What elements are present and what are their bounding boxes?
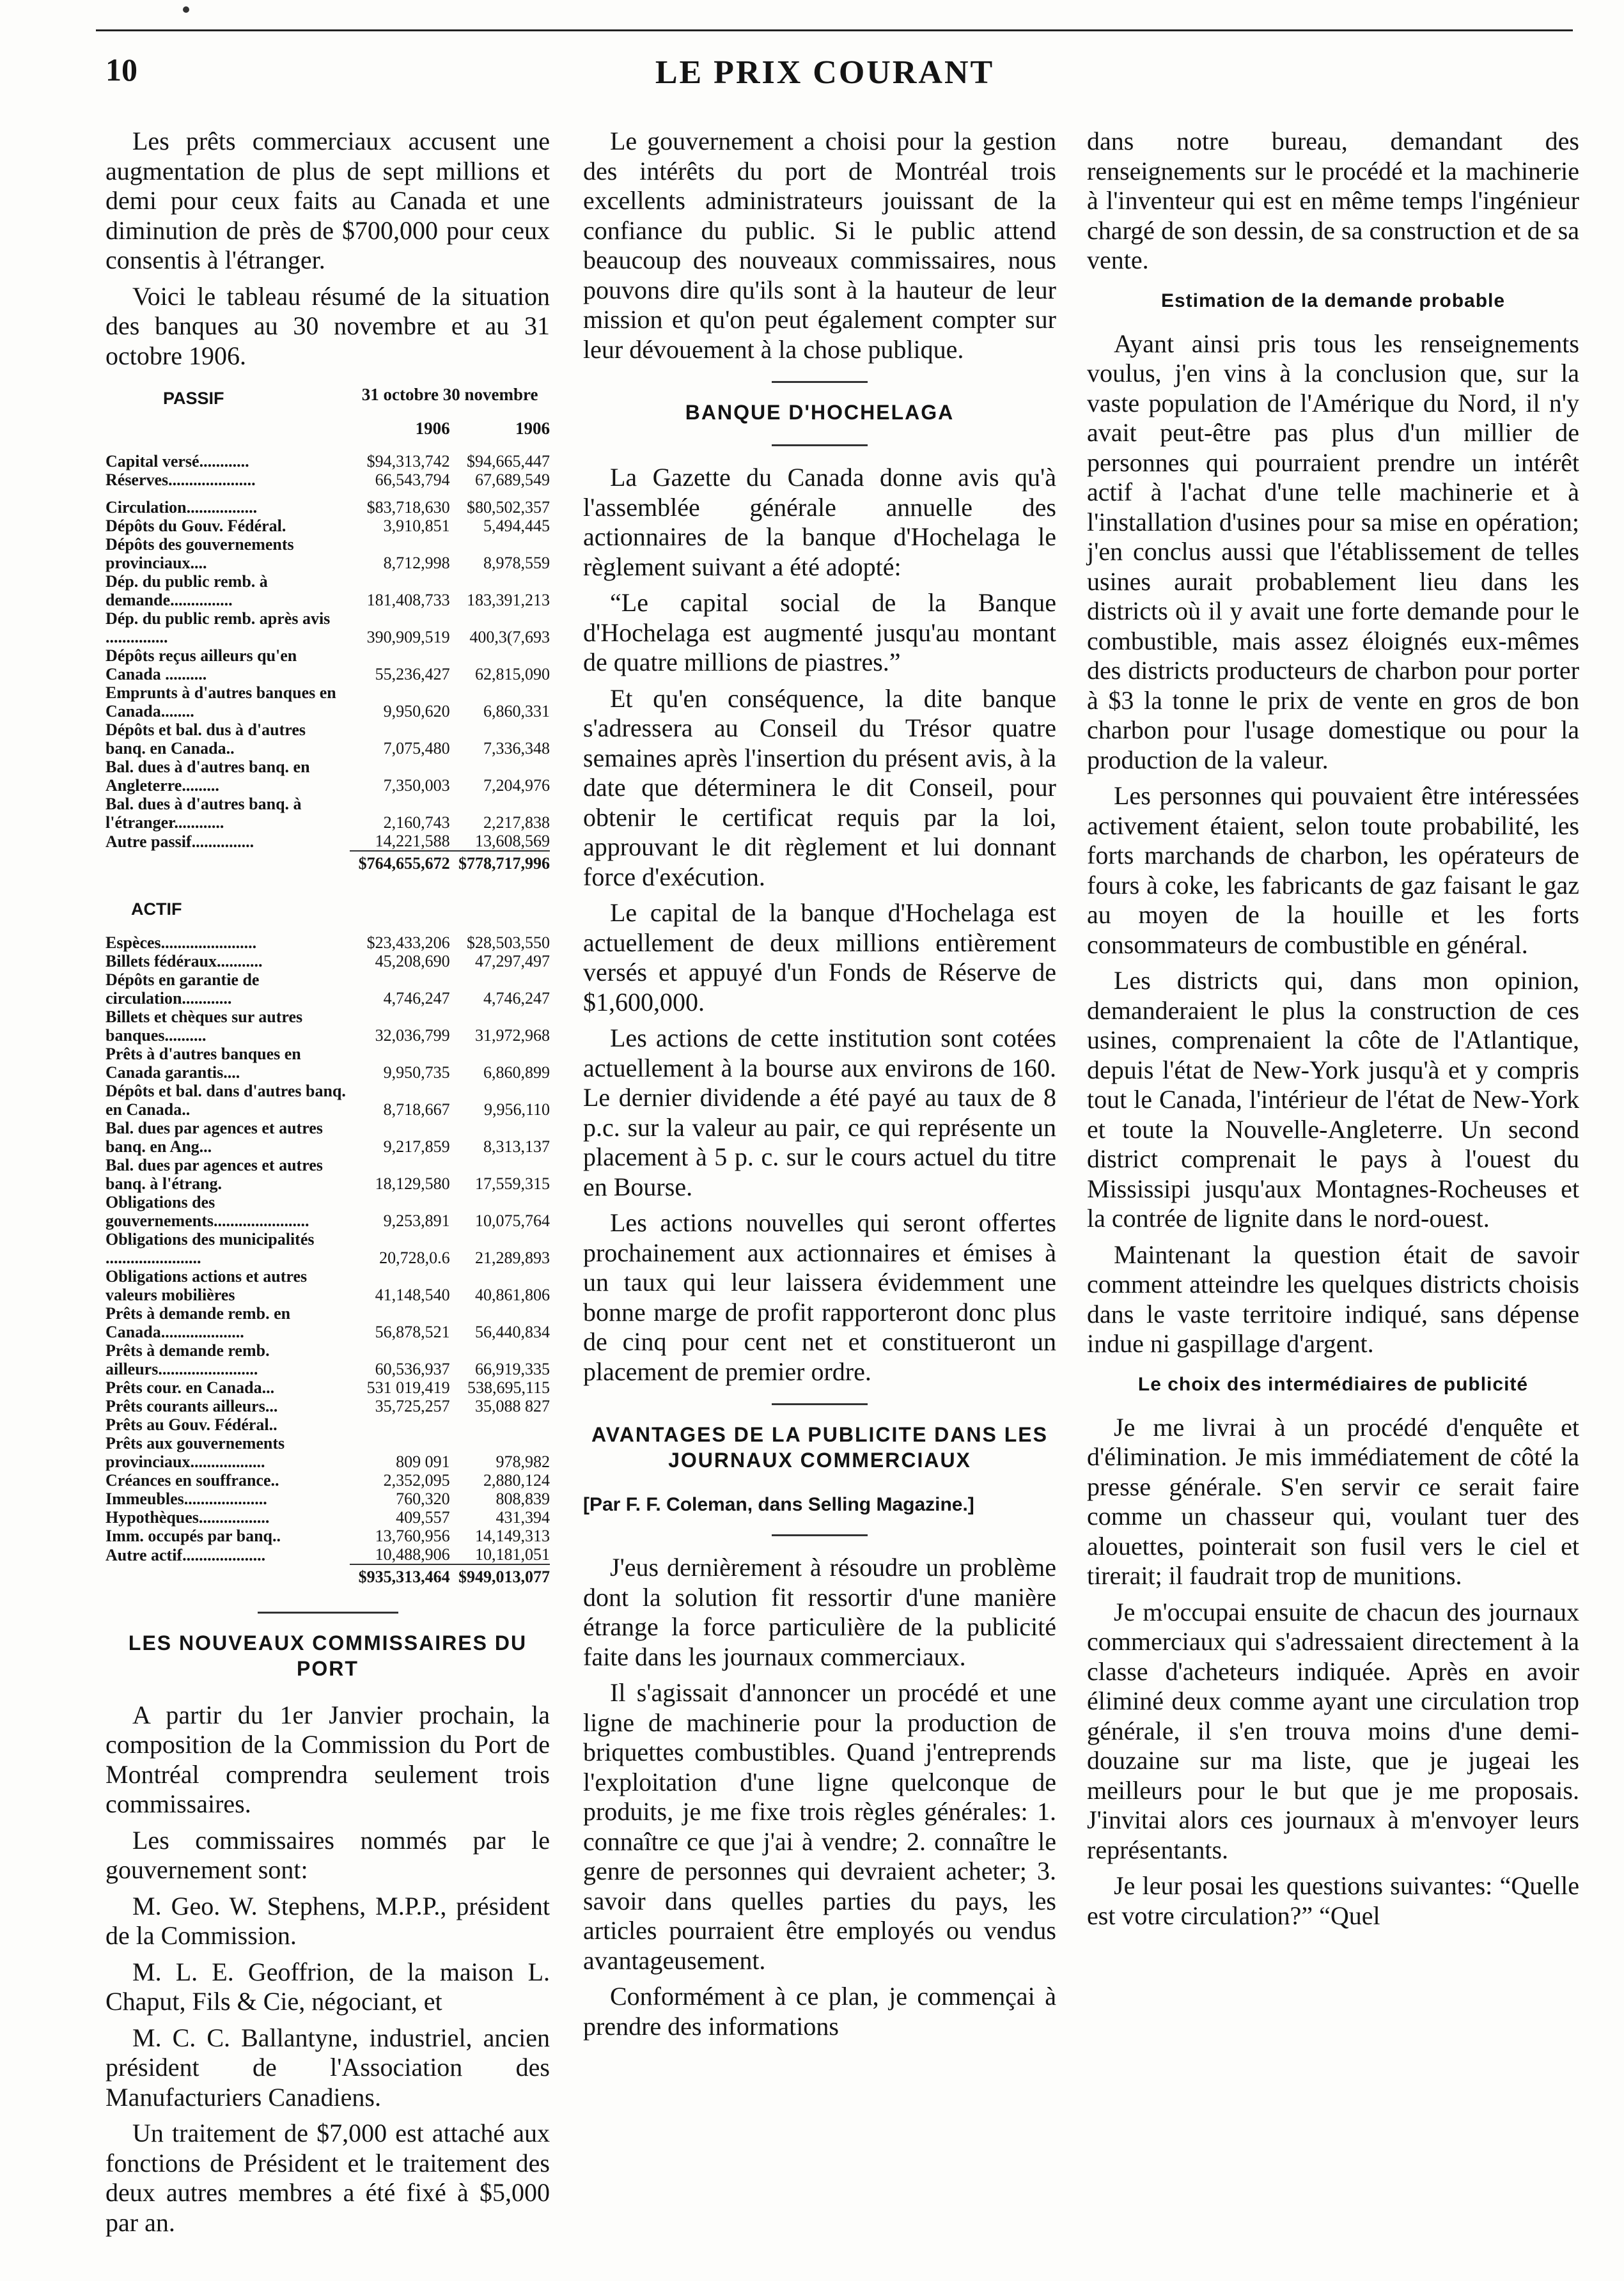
article-paragraph: Je me livrai à un procédé d'enquête et d'élimination. Je mis immédiatement de côté la presse générale. S'en servir ce serait faire comme un chasseur qui, voulant tuer des alouettes, pointerait son fusil vers le ciel et tirerait; il faudrait trop de munitions.: [1087, 1412, 1579, 1590]
column-dates: [350, 384, 550, 414]
row-label: Prêts courants ailleurs...: [105, 1396, 278, 1415]
value-31-oct: 9,253,891: [383, 1211, 450, 1230]
value-31-oct: 531 019,419: [366, 1378, 450, 1397]
row-label: Dép. du public remb. après avis ...............: [105, 609, 331, 646]
value-30-nov: 21,289,893: [475, 1248, 550, 1267]
passif-table: [105, 452, 550, 873]
value-31-oct: 809 091: [396, 1452, 450, 1471]
total-row: [105, 1564, 550, 1586]
table-row: [105, 1378, 550, 1397]
table-row: [105, 471, 550, 489]
value-30-nov: 538,695,115: [467, 1378, 550, 1397]
row-label: Prêts à demande remb. ailleurs........................: [105, 1341, 270, 1378]
table-row: [105, 952, 550, 970]
value-30-nov: 35,088 827: [475, 1396, 550, 1415]
value-31-oct: 41,148,540: [375, 1285, 450, 1304]
value-30-nov: 978,982: [496, 1452, 550, 1471]
value-31-oct: $94,313,742: [366, 452, 450, 471]
table-header: [105, 384, 550, 414]
subheading-choix: Le choix des intermédiaires de publicité: [1137, 1373, 1529, 1395]
section-heading-commissaires: LES NOUVEAUX COMMISSAIRES DU PORT: [128, 1631, 527, 1680]
total-row: [105, 851, 550, 873]
value-30-nov: 8,313,137: [483, 1137, 550, 1156]
row-label: Prêts au Gouv. Fédéral..: [105, 1415, 277, 1434]
article-paragraph: “Le capital social de la Banque d'Hochelaga est augmenté jusqu'au montant de quatre millions de piastres.”: [583, 588, 1056, 676]
row-label: Prêts aux gouvernements provinciaux..................: [105, 1433, 285, 1471]
row-label: Capital versé............: [105, 452, 249, 471]
ink-speck: [183, 6, 189, 13]
column-middle: [583, 127, 1056, 2048]
row-label: Dépôts du Gouv. Fédéral.: [105, 517, 286, 535]
row-label: Hypothèques.................: [105, 1507, 270, 1527]
estimation-body: [1087, 329, 1579, 1359]
date-b: 30 novembre: [442, 385, 538, 404]
value-31-oct: $764,655,672: [350, 851, 449, 873]
intro-paragraph: Voici le tableau résumé de la situation des banques au 30 novembre et au 31 octobre 1906.: [105, 281, 550, 370]
value-30-nov: 31,972,968: [475, 1025, 550, 1045]
article-paragraph: Ayant ainsi pris tous les renseignements voulus, j'en vins à la conclusion que, sur la vaste population de l'Amérique du Nord, il n'y avait peut-être pas plus d'un millier de personnes qui pourraient prendre un intérêt actif à l'achat d'une telle machinerie et à l'installation d'usines pour sa mise en opération; j'en conclus aussi que l'établissement de telles usines aurait probablement lieu dans les districts où il y avait une forte demande pour le combustible, mais assez éloignés eux-mêmes des districts producteurs de charbon pour porter à $3 la tonne le prix de vente en gros de bon charbon pour l'usage domestique ou pour la production de la valeur.: [1087, 329, 1579, 774]
value-30-nov: 8,978,559: [483, 554, 550, 572]
value-31-oct: 390,909,519: [366, 628, 450, 646]
table-row: [105, 1008, 550, 1045]
value-30-nov: $28,503,550: [467, 933, 550, 952]
table-row: [105, 1082, 550, 1119]
article-paragraph: La Gazette du Canada donne avis qu'à l'assemblée générale annuelle des actionnaires de la banque d'Hochelaga le règlement suivant a été adopté:: [583, 463, 1056, 581]
row-label: Réserves.....................: [105, 471, 256, 489]
article-paragraph: Les commissaires nommés par le gouvernement sont:: [105, 1825, 550, 1884]
value-31-oct: 20,728,0.6: [379, 1248, 450, 1267]
row-label: Prêts à demande remb. en Canada....................: [105, 1304, 291, 1341]
value-31-oct: 7,350,003: [383, 776, 450, 795]
table-row: [105, 1471, 550, 1490]
header-rule: [96, 29, 1573, 31]
section-heading-hochelaga: BANQUE D'HOCHELAGA: [685, 401, 955, 424]
value-30-nov: 400,3(7,693: [469, 628, 550, 646]
table-row: [105, 758, 550, 795]
value-30-nov: [450, 1415, 550, 1434]
value-31-oct: $935,313,464: [350, 1564, 449, 1586]
value-30-nov: 67,689,549: [475, 471, 550, 489]
choix-body: [1087, 1413, 1579, 1931]
article-paragraph: Les actions de cette institution sont cotées actuellement à la bourse aux environs de 160. Le dernier dividende a été payé au taux de 8 p.c. sur la valeur au pair, ce qui représente un placement à 5 p. c. sur le cours actuel du titre en Bourse.: [583, 1024, 1056, 1201]
table-years: [105, 414, 550, 444]
table-row: [105, 1045, 550, 1082]
value-31-oct: 18,129,580: [375, 1174, 450, 1193]
subheading-estimation: Estimation de la demande probable: [1160, 290, 1506, 311]
row-label: Obligations des gouvernements.......................: [105, 1192, 309, 1230]
table-row: [105, 970, 550, 1008]
value-30-nov: 7,204,976: [483, 776, 550, 795]
article-paragraph: M. C. C. Ballantyne, industriel, ancien président de l'Association des Manufacturiers Canadiens.: [105, 2023, 550, 2112]
table-row: [105, 1193, 550, 1230]
value-31-oct: $23,433,206: [366, 933, 450, 952]
value-30-nov: 10,075,764: [475, 1211, 550, 1230]
value-31-oct: 409,557: [396, 1507, 450, 1527]
table-row: [105, 1434, 550, 1471]
value-30-nov: 9,956,110: [483, 1100, 550, 1119]
column-right: [1087, 127, 1579, 1937]
article-paragraph: Le gouvernement a choisi pour la gestion des intérêts du port de Montréal trois excellents administrateurs jouissant de la confiance du public. Si le public attend beaucoup des nouveaux commissaires, nous pouvons dire qu'ils sont à la hauteur de leur mission et qu'on peut également compter sur leur dévouement à la chose publique.: [583, 127, 1056, 364]
article-paragraph: Les personnes qui pouvaient être intéressées activement étaient, selon toute probabilité, les forts marchands de charbon, les opérateurs de fours à coke, les fabricants de gaz faisant le gaz au moyen de la houille et les forts consommateurs de combustible en général.: [1087, 781, 1579, 959]
table-row: [105, 1156, 550, 1193]
row-label: Obligations des municipalités .......................: [105, 1229, 315, 1267]
row-label: Dépôts des gouvernements provinciaux....: [105, 535, 294, 572]
row-label: Dép. du public remb. à demande...............: [105, 572, 268, 609]
table-row: [105, 1267, 550, 1304]
masthead-title: LE PRIX COURANT: [655, 54, 995, 91]
value-31-oct: 9,950,735: [383, 1063, 450, 1082]
page-number: 10: [105, 52, 137, 88]
byline: [Par F. F. Coleman, dans Selling Magazine.]: [583, 1494, 974, 1515]
table-row: [105, 933, 550, 952]
value-31-oct: 56,878,521: [375, 1322, 450, 1341]
value-31-oct: 32,036,799: [375, 1025, 450, 1045]
table-row: [105, 1490, 550, 1508]
row-label: [105, 851, 350, 873]
row-label: Bal. dues par agences et autres banq. en Ang...: [105, 1118, 323, 1156]
table-row: [105, 1341, 550, 1378]
value-31-oct: 45,208,690: [375, 951, 450, 970]
article-paragraph: Un traitement de $7,000 est attaché aux fonctions de Président et le traitement des deux autres membres a été fixé à $5,000 par an.: [105, 2119, 550, 2237]
row-label: Prêts à d'autres banques en Canada garantis....: [105, 1044, 301, 1082]
table-row: [105, 1545, 550, 1564]
commissaires-body: [105, 1701, 550, 2238]
value-30-nov: 5,494,445: [483, 517, 550, 535]
row-label: Prêts cour. en Canada...: [105, 1378, 275, 1397]
value-30-nov: 4,746,247: [483, 988, 550, 1008]
table-row: [105, 1397, 550, 1415]
value-31-oct: 55,236,427: [375, 665, 450, 683]
value-30-nov: 6,860,331: [483, 702, 550, 720]
value-31-oct: 8,718,667: [383, 1100, 450, 1119]
table-row: [105, 517, 550, 535]
value-30-nov: 40,861,806: [475, 1285, 550, 1304]
value-30-nov: $778,717,996: [450, 851, 550, 873]
row-label: Autre passif...............: [105, 832, 254, 851]
row-label: Obligations actions et autres valeurs mobilières: [105, 1266, 308, 1304]
article-paragraph: Les actions nouvelles qui seront offertes prochainement aux actionnaires et émises à un taux qui leur laissera évidemment une bonne marge de profit rapporteront donc plus de cinq pour cent net et constitueront un placement de premier ordre.: [583, 1208, 1056, 1386]
year-a: 1906: [415, 418, 450, 438]
year-b: 1906: [515, 418, 550, 438]
table-row: [105, 452, 550, 471]
article-paragraph: Je m'occupai ensuite de chacun des journaux commerciaux qui s'adressaient directement à la classe d'acheteurs indiquée. Après en avoir éliminé deux comme ayant une circulation trop générale, il s'en trouva moins d'une demi-douzaine sur ma liste, que je jugeai les meilleurs pour le but que je me proposais. J'invitai alors ces journaux à m'envoyer leurs représentants.: [1087, 1597, 1579, 1864]
row-label: Bal. dues à d'autres banq. en Angleterre.........: [105, 758, 310, 795]
row-label: Dépôts en garantie de circulation............: [105, 970, 260, 1008]
value-31-oct: 14,221,588: [375, 832, 450, 850]
table-row: [105, 683, 550, 720]
table-row: [105, 1508, 550, 1527]
table-row: [105, 498, 550, 517]
row-label: [105, 1564, 350, 1586]
value-30-nov: 47,297,497: [475, 951, 550, 970]
article-paragraph: Le capital de la banque d'Hochelaga est actuellement de deux millions entièrement versés et appuyé d'un Fonds de Réserve de $1,600,000.: [583, 898, 1056, 1016]
section-divider: [772, 1534, 868, 1536]
value-31-oct: [350, 1415, 449, 1434]
value-31-oct: 10,488,906: [375, 1545, 450, 1564]
value-30-nov: 7,336,348: [483, 739, 550, 758]
value-31-oct: 2,160,743: [383, 813, 450, 832]
value-31-oct: 7,075,480: [383, 739, 450, 758]
row-label: Bal. dues à d'autres banq. à l'étranger............: [105, 795, 302, 832]
table-row: [105, 1119, 550, 1156]
table-row: [105, 832, 550, 851]
table-row: [105, 720, 550, 758]
value-31-oct: $83,718,630: [366, 498, 450, 517]
table-row: [105, 1230, 550, 1267]
table-row: [105, 572, 550, 609]
value-31-oct: 8,712,998: [383, 554, 450, 572]
hochelaga-body: [583, 463, 1056, 1387]
table-row: [105, 795, 550, 832]
section-divider: [772, 1403, 868, 1405]
actif-table: [105, 933, 550, 1586]
row-label: Dépôts et bal. dus à d'autres banq. en Canada..: [105, 720, 306, 758]
section-divider: [258, 1612, 398, 1614]
value-31-oct: 4,746,247: [383, 988, 450, 1008]
value-31-oct: 760,320: [396, 1489, 450, 1508]
article-paragraph: Je leur posai les questions suivantes: “Quelle est votre circulation?” “Quel: [1087, 1871, 1579, 1930]
section-divider: [772, 444, 868, 446]
value-30-nov: 17,559,315: [475, 1174, 550, 1193]
table-row: [105, 535, 550, 572]
row-label: Dépôts reçus ailleurs qu'en Canada ..........: [105, 646, 297, 683]
value-31-oct: 60,536,937: [375, 1359, 450, 1378]
publicite-body: [583, 1553, 1056, 2041]
article-paragraph: dans notre bureau, demandant des renseignements sur le procédé et la machinerie à l'inventeur qui est en même temps l'ingénieur chargé de son dessin, de sa construction et de sa vente.: [1087, 127, 1579, 274]
article-paragraph: M. L. E. Geoffrion, de la maison L. Chaput, Fils & Cie, négociant, et: [105, 1957, 550, 2016]
value-30-nov: 56,440,834: [475, 1322, 550, 1341]
article-paragraph: Il s'agissait d'annoncer un procédé et une ligne de machinerie pour la production de briquettes combustibles. Quand j'entreprends l'exploitation d'une ligne quelconque de produits, je me fixe trois règles générales: 1. connaître ce que j'ai à vendre; 2. connaître le genre de personnes qui devraient acheter; 3. savoir dans quelles parties du pays, les articles pourraient être employés ou vendus avantageusement.: [583, 1678, 1056, 1975]
row-label: Bal. dues par agences et autres banq. à l'étrang.: [105, 1155, 323, 1193]
row-label: Billets et chèques sur autres banques..........: [105, 1007, 303, 1045]
column-left: [105, 127, 550, 2244]
table-row: [105, 1415, 550, 1434]
value-31-oct: 9,217,859: [383, 1137, 450, 1156]
value-30-nov: 6,860,899: [483, 1063, 550, 1082]
row-label: Emprunts à d'autres banques en Canada........: [105, 683, 336, 720]
value-31-oct: 9,950,620: [383, 702, 450, 720]
article-paragraph: M. Geo. W. Stephens, M.P.P., président de la Commission.: [105, 1891, 550, 1950]
article-paragraph: Conformément à ce plan, je commençai à prendre des informations: [583, 1982, 1056, 2041]
value-30-nov: 808,839: [496, 1489, 550, 1508]
article-paragraph: A partir du 1er Janvier prochain, la composition de la Commission du Port de Montréal comprendra seulement trois commissaires.: [105, 1700, 550, 1818]
value-30-nov: 62,815,090: [475, 665, 550, 683]
value-30-nov: 14,149,313: [475, 1526, 550, 1545]
table-row: [105, 1527, 550, 1545]
value-31-oct: 181,408,733: [366, 591, 450, 609]
actif-label: ACTIF: [131, 899, 182, 919]
article-paragraph: Les districts qui, dans mon opinion, demanderaient le plus la construction de ces usines, comprenaient la côte de l'Atlantique, depuis l'état de New-York jusqu'à et y compris tout le Canada, l'intérieur de l'état de New-York et toute la Nouvelle-Angleterre. Un second district comprenait le pays à l'ouest du Mississipi jusqu'aux Montagnes-Rocheuses et la contrée de lignite dans le nord-ouest.: [1087, 966, 1579, 1233]
row-label: Immeubles....................: [105, 1489, 267, 1508]
row-label: Créances en souffrance..: [105, 1470, 279, 1490]
value-31-oct: 66,543,794: [375, 471, 450, 489]
value-30-nov: 13,608,569: [475, 832, 550, 850]
article-paragraph: J'eus dernièrement à résoudre un problème dont la solution fit ressortir d'une manière étrange la force particulière de la publicité faite dans les journaux commerciaux.: [583, 1553, 1056, 1671]
value-31-oct: 35,725,257: [375, 1396, 450, 1415]
value-30-nov: 2,880,124: [483, 1470, 550, 1490]
value-30-nov: 2,217,838: [483, 813, 550, 832]
section-divider: [772, 381, 868, 383]
row-label: Dépôts et bal. dans d'autres banq. en Canada..: [105, 1081, 346, 1119]
row-label: Espèces.......................: [105, 933, 257, 952]
value-30-nov: $94,665,447: [467, 452, 550, 471]
date-a: 31 octobre: [361, 385, 439, 404]
value-30-nov: 183,391,213: [467, 591, 550, 609]
value-31-oct: 13,760,956: [375, 1526, 450, 1545]
row-label: Autre actif....................: [105, 1545, 266, 1564]
value-31-oct: 2,352,095: [383, 1470, 450, 1490]
table-row: [105, 1304, 550, 1341]
table-row: [105, 646, 550, 683]
row-label: Imm. occupés par banq..: [105, 1526, 281, 1545]
intro-paragraph: Les prêts commerciaux accusent une augmentation de plus de sept millions et demi pour ceux faits au Canada et une diminution de près de $700,000 pour ceux consentis à l'étranger.: [105, 127, 550, 274]
row-label: Circulation.................: [105, 498, 258, 517]
article-paragraph: Et qu'en conséquence, la dite banque s'adressera au Conseil du Trésor quatre semaines après l'insertion du présent avis, à la date que déterminera le dit Conseil, pour obtenir le certificat requis par la loi, approuvant le dit règlement et lui donnant force d'exécution.: [583, 683, 1056, 891]
table-row: [105, 609, 550, 646]
row-label: Billets fédéraux...........: [105, 951, 263, 970]
section-heading-publicite: AVANTAGES DE LA PUBLICITE DANS LES JOURNAUX COMMERCIAUX: [591, 1423, 1048, 1472]
passif-label: PASSIF: [163, 389, 224, 408]
value-30-nov: 10,181,051: [475, 1545, 550, 1564]
value-30-nov: 66,919,335: [475, 1359, 550, 1378]
value-30-nov: $80,502,357: [467, 498, 550, 517]
value-30-nov: 431,394: [496, 1507, 550, 1527]
value-31-oct: 3,910,851: [383, 517, 450, 535]
value-30-nov: $949,013,077: [450, 1564, 550, 1586]
article-paragraph: Maintenant la question était de savoir comment atteindre les quelques districts choisis dans le vaste territoire indiqué, sans dépense indue ni gaspillage d'argent.: [1087, 1240, 1579, 1358]
